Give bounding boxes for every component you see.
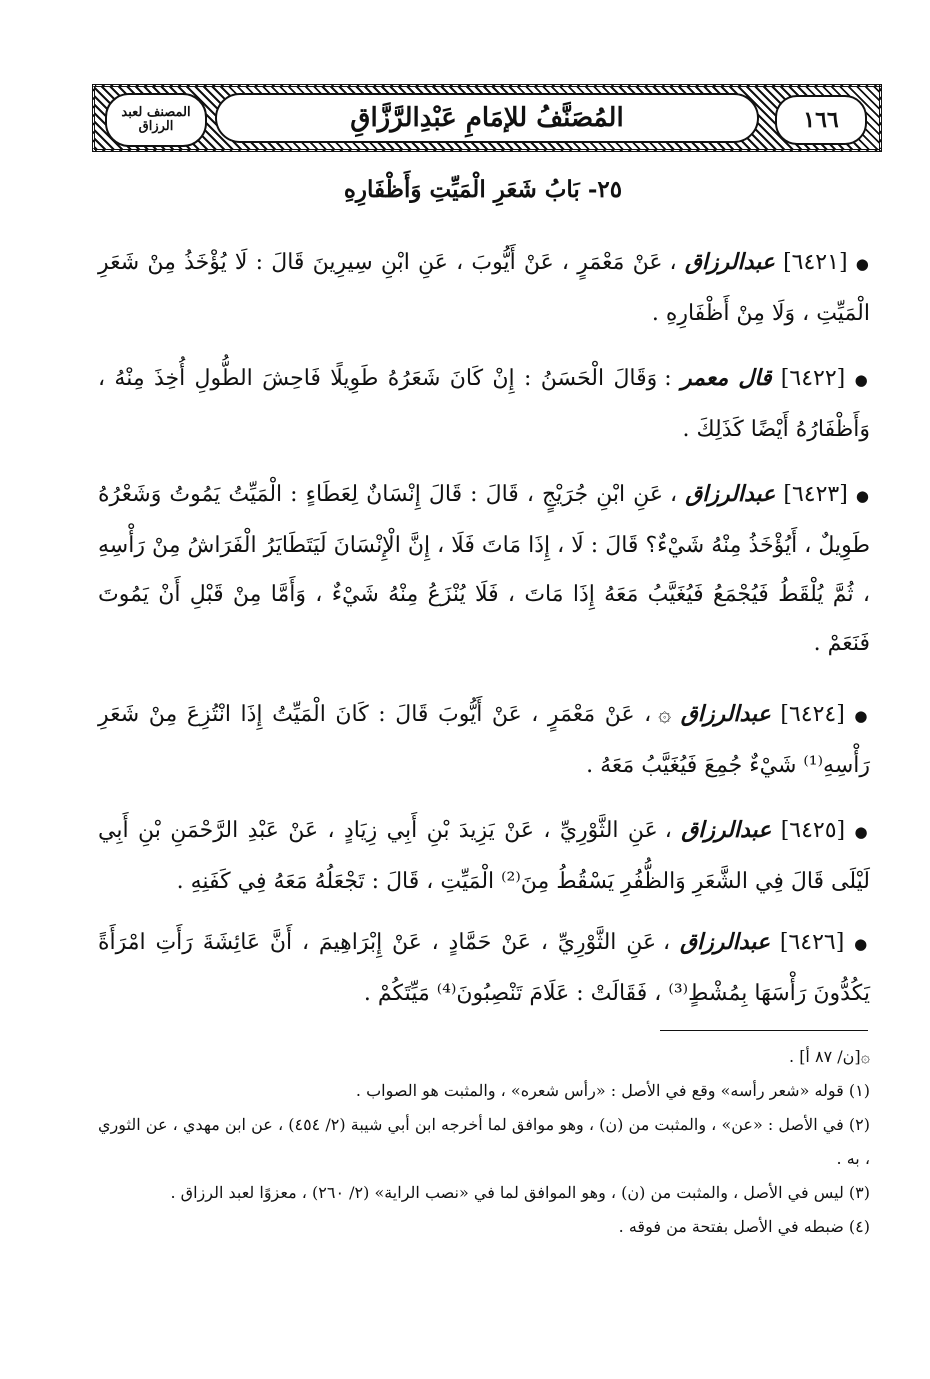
manuscript-marker-note: ۞[ن/ ٨٧ أ] . [789, 1047, 870, 1066]
hadith-text: ، عَنِ ابْنِ جُرَيْجٍ ، قَالَ : قَالَ إِنْسَانٌ لِعَطَاءٍ : الْمَيِّتُ يَمُوتُ وَشَعْرُهُ طَوِيلٌ ، أَيُؤْخَذُ مِنْهُ شَيْءٌ؟ قَالَ : لَا ، إِذَا مَاتَ فَلَا ، إِنَّ الْإِنْسَانَ لَيَتَطَايَرُ الْفَرَاشُ مِنْ رَأْسِهِ ، ثُمَّ يُلْقَطُ فَيُجْمَعُ فَيُغَيَّبُ مَعَهُ إِذَا مَاتَ ، فَلَا يُنْزَعُ مِنْهُ شَيْءٌ ، وَأَمَّا مِنْ قَبْلِ أَنْ يَمُوتَ فَنَعَمْ . [98, 482, 870, 656]
seal-text: المصنف لعبد الرزاق [121, 104, 191, 134]
footnotes [98, 1040, 870, 1244]
hadith-lead: قال معمر [681, 365, 772, 391]
hadith-6421 [98, 238, 870, 338]
hadith-6422 [98, 354, 870, 454]
hadith-number: [٦٤٢٥] [780, 818, 846, 843]
footnote-2: (٢) في الأصل : «عن» ، والمثبت من (ن) ، وهو موافق لما أخرجه ابن أبي شيبة (٢/ ٤٥٤) ، عن ابن مهدي ، عن الثوري ، به . [98, 1115, 870, 1168]
hadith-text: ، عَنِ الثَّوْرِيِّ ، عَنْ حَمَّادٍ ، عَنْ إِبْرَاهِيمَ ، أَنَّ عَائِشَةَ رَأَتِ امْرَأَةً يَكُدُّونَ رَأْسَهَا بِمُشْطٍ⁽³⁾ ، فَقَالَتْ : عَلَامَ تَنْصِبُونَ⁽⁴⁾ مَيِّتَكُمْ . [98, 930, 870, 1006]
header-title-band [215, 93, 759, 143]
bullet-icon: ● [854, 935, 870, 953]
page-number: ١٦٦ [775, 95, 867, 145]
hadith-6426 [98, 918, 870, 1018]
hadith-text: : وَقَالَ الْحَسَنُ : إِنْ كَانَ شَعَرُهُ طَوِيلًا فَاحِشَ الطُّولِ أُخِذَ مِنْهُ ، وَأَظْفَارُهُ أَيْضًا كَذَلِكَ . [98, 366, 870, 442]
hadith-number: [٦٤٢٣] [783, 482, 848, 507]
bullet-icon: ● [854, 371, 870, 389]
hadith-lead: عبدالرزاق [685, 481, 776, 507]
publisher-seal [105, 93, 207, 147]
footnote-3: (٣) ليس في الأصل ، والمثبت من (ن) ، وهو الموافق لما في «نصب الراية» (٢/ ٢٦٠) ، معزوًا لعبد الرزاق . [170, 1183, 870, 1202]
hadith-number: [٦٤٢١] [783, 250, 848, 275]
hadith-lead: عبدالرزاق [681, 817, 772, 843]
hadith-6423 [98, 470, 870, 668]
hadith-number: [٦٤٢٢] [780, 366, 846, 391]
hadith-number: [٦٤٢٦] [779, 930, 845, 955]
bullet-icon: ● [855, 487, 871, 505]
footnote-1: (١) قوله «شعر رأسه» وقع في الأصل : «رأس شعره» ، والمثبت هو الصواب . [355, 1081, 870, 1100]
hadith-lead: عبدالرزاق [680, 701, 771, 727]
hadith-number: [٦٤٢٤] [780, 702, 845, 727]
hadith-text: ، عَنِ الثَّوْرِيِّ ، عَنْ يَزِيدَ بْنِ أَبِي زِيَادٍ ، عَنْ عَبْدِ الرَّحْمَنِ بْنِ أَبِي لَيْلَى قَالَ فِي الشَّعَرِ وَالظُّفُرِ يَسْقُطُ مِنَ⁽²⁾ الْمَيِّتِ ، قَالَ : تَجْعَلُهُ مَعَهُ فِي كَفَنِهِ . [98, 818, 870, 894]
hadith-lead: عبدالرزاق [684, 249, 775, 275]
hadith-text: ۞ ، عَنْ مَعْمَرٍ ، عَنْ أَيُّوبَ قَالَ : كَانَ الْمَيِّتُ إِذَا انْتُزِعَ مِنْ شَعَرِ رَأْسِهِ⁽¹⁾ شَيْءٌ جُمِعَ فَيُغَيَّبُ مَعَهُ . [98, 702, 870, 778]
running-title: المُصَنَّفُ للإمَامِ عَبْدِالرَّزَّاقِ [350, 103, 624, 133]
bullet-icon: ● [855, 255, 870, 273]
hadith-6425 [98, 806, 870, 906]
chapter-title: ٢٥- بَابُ شَعَرِ الْمَيِّتِ وَأَظْفَارِهِ [343, 176, 623, 203]
bullet-icon: ● [854, 823, 870, 841]
bullet-icon: ● [854, 707, 871, 725]
hadith-6424 [98, 690, 870, 790]
footnote-4: (٤) ضبطه في الأصل بفتحة من فوقه . [618, 1217, 870, 1236]
hadith-lead: عبدالرزاق [679, 929, 771, 955]
hadith-text: ، عَنْ مَعْمَرٍ ، عَنْ أَيُّوبَ ، عَنِ ابْنِ سِيرِينَ قَالَ : لَا يُؤْخَذُ مِنْ شَعَرِ الْمَيِّتِ ، وَلَا مِنْ أَظْفَارِهِ . [98, 250, 870, 326]
footnote-divider [660, 1030, 868, 1031]
page-header [92, 84, 882, 152]
